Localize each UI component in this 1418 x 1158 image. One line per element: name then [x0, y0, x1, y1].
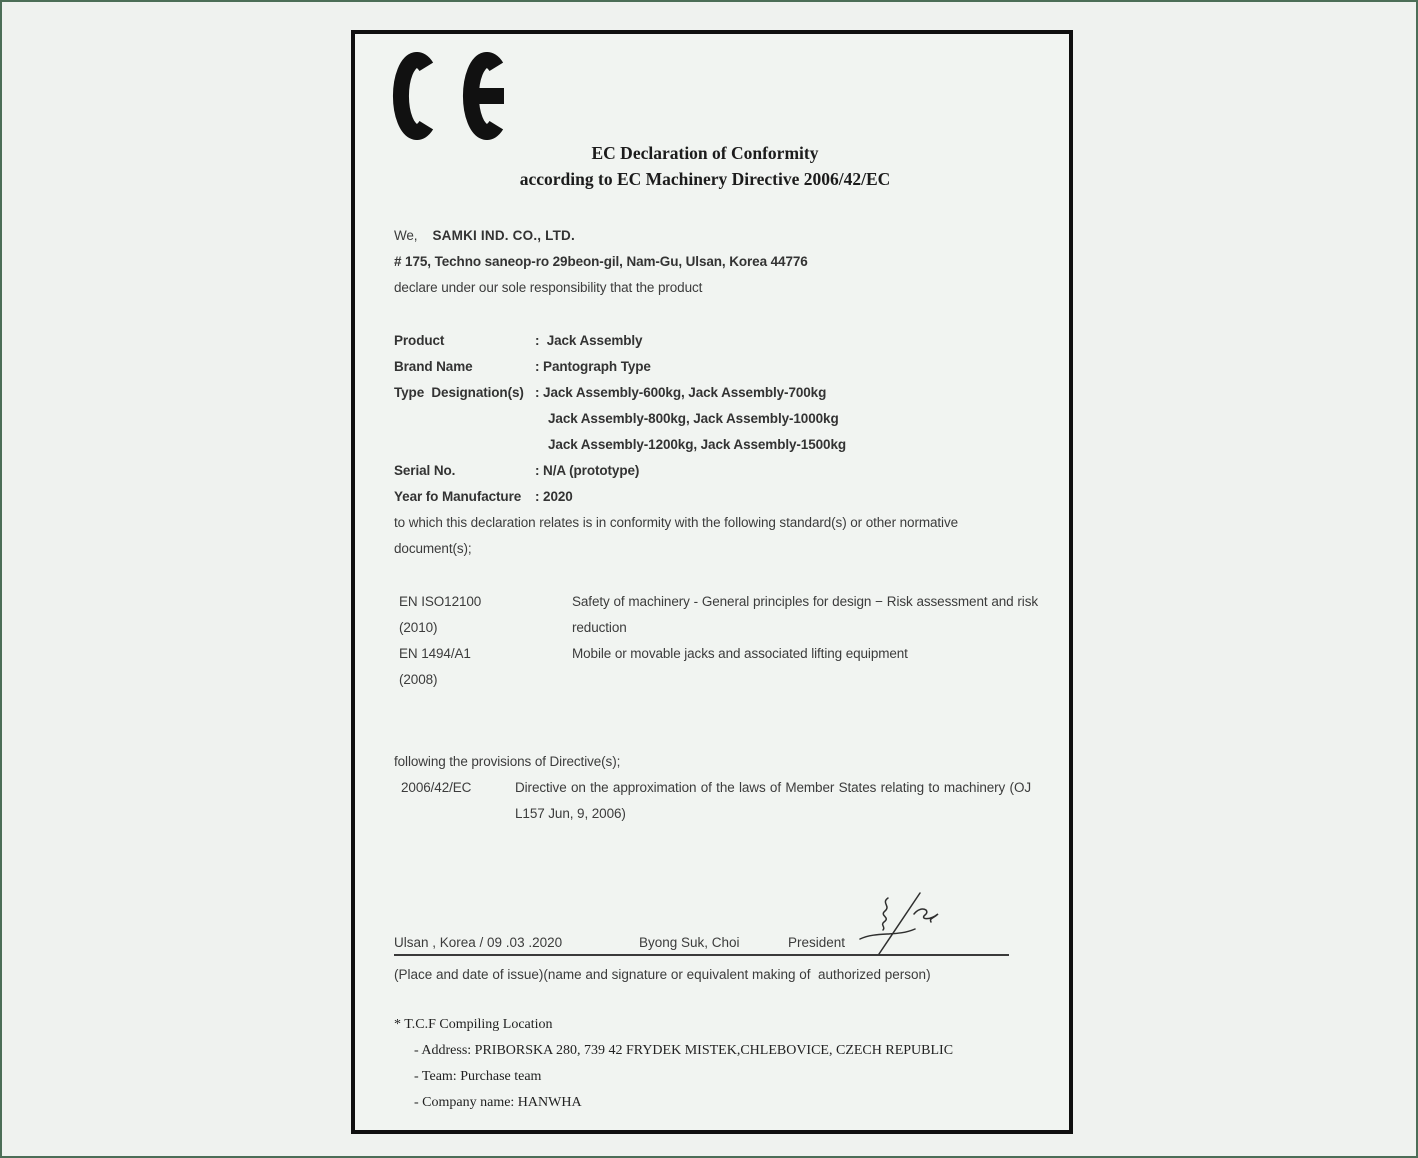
ce-mark-logo	[392, 52, 510, 140]
field-value: : Jack Assembly-600kg, Jack Assembly-700kg	[535, 385, 827, 400]
tcf-section	[394, 1012, 1042, 1116]
standard-year: (2010)	[399, 620, 438, 635]
signature-caption: (Place and date of issue)(name and signature or equivalent making of authorized person)	[394, 967, 931, 982]
title-line-1: EC Declaration of Conformity	[591, 143, 819, 163]
field-label: Year fo Manufacture	[394, 489, 522, 504]
field-label: Brand Name	[394, 359, 473, 374]
signatory-title: President	[788, 935, 846, 950]
field-row-year	[394, 484, 1042, 510]
field-label: Type Designation(s)	[394, 385, 524, 400]
directive-row-2006-42-ec	[401, 775, 1042, 827]
handwritten-signature	[857, 887, 942, 957]
standard-row-en-iso12100	[399, 589, 1042, 641]
tcf-heading: * T.C.F Compiling Location	[394, 1017, 553, 1032]
company-name: SAMKI IND. CO., LTD.	[432, 228, 575, 243]
directive-code: 2006/42/EC	[401, 780, 472, 795]
field-value: : Jack Assembly	[535, 333, 643, 348]
field-label: Product	[394, 333, 445, 348]
signatory-name: Byong Suk, Choi	[639, 935, 740, 950]
field-row-type-cont-1	[394, 406, 1042, 432]
field-value: Jack Assembly-1200kg, Jack Assembly-1500kg	[548, 437, 846, 452]
standard-year: (2008)	[399, 672, 438, 687]
standard-row-en-1494	[399, 641, 1042, 693]
standard-code: EN 1494/A1	[399, 646, 471, 661]
title-line-2: according to EC Machinery Directive 2006/42/EC	[519, 169, 891, 189]
standards-section	[399, 589, 1042, 693]
field-row-serial	[394, 458, 1042, 484]
conformity-statement-line-1: to which this declaration relates is in conformity with the following standard(s) or other normative	[394, 515, 959, 530]
standard-code-col	[399, 641, 572, 693]
company-address: # 175, Techno saneop-ro 29beon-gil, Nam-Gu, Ulsan, Korea 44776	[394, 254, 808, 269]
intro-line-we	[394, 223, 1034, 249]
tcf-company: - Company name: HANWHA	[414, 1095, 582, 1110]
field-label	[394, 406, 535, 432]
place-and-date: Ulsan , Korea / 09 .03 .2020	[394, 935, 563, 950]
certificate-document	[351, 30, 1073, 1134]
field-row-type-cont-2	[394, 432, 1042, 458]
field-value: Jack Assembly-800kg, Jack Assembly-1000kg	[548, 411, 839, 426]
declaration-statement: declare under our sole responsibility that the product	[394, 280, 703, 295]
field-row-brand	[394, 354, 1042, 380]
document-title	[355, 140, 1055, 192]
field-row-type	[394, 380, 1042, 406]
directive-description: Directive on the approximation of the laws of Member States relating to machinery (OJ L157 Jun, 9, 2006)	[515, 780, 1031, 821]
we-label: We,	[394, 228, 418, 243]
directives-intro: following the provisions of Directive(s);	[394, 754, 621, 769]
intro-section	[394, 223, 1034, 301]
product-fields	[394, 328, 1042, 562]
field-label	[394, 432, 535, 458]
tcf-address: - Address: PRIBORSKA 280, 739 42 FRYDEK MISTEK,CHLEBOVICE, CZECH REPUBLIC	[414, 1043, 954, 1058]
standard-code: EN ISO12100	[399, 594, 482, 609]
field-label: Serial No.	[394, 463, 456, 478]
standard-description: Mobile or movable jacks and associated lifting equipment	[572, 646, 908, 661]
field-value: : Pantograph Type	[535, 359, 651, 374]
directives-section	[394, 749, 1042, 827]
field-value: : N/A (prototype)	[535, 463, 640, 478]
standard-description: Safety of machinery - General principles for design − Risk assessment and risk reduction	[572, 594, 1038, 635]
standard-code-col	[399, 589, 572, 641]
signature-icon	[857, 887, 942, 957]
field-row-product	[394, 328, 1042, 354]
conformity-statement-line-2: document(s);	[394, 541, 472, 556]
field-value: : 2020	[535, 489, 573, 504]
ce-mark-icon	[392, 52, 510, 140]
tcf-team: - Team: Purchase team	[414, 1069, 542, 1084]
